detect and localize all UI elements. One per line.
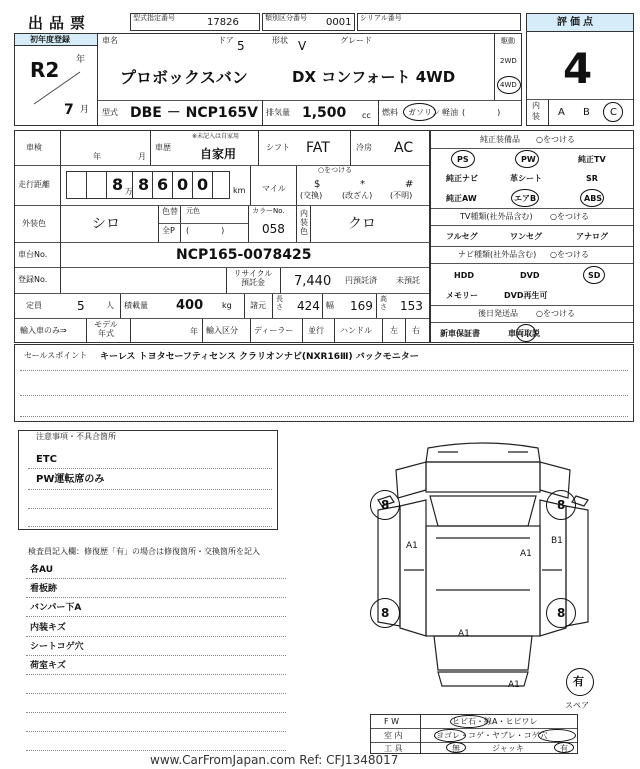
std-circle-note: ○をつける [536,135,575,144]
equip-airbag: エアB [514,194,537,203]
mileage-digit-3: 8 [112,175,124,194]
handle-left: 左 [390,326,398,335]
legend-jack-value: 有 [560,744,568,753]
interior-label-2: 装 [532,112,540,121]
grade-label: グレード [340,36,372,45]
tv-full: フルセグ [446,232,478,241]
len-label: 長さ [276,295,283,311]
shift: FAT [306,140,330,156]
sheet-title: 出品票 [28,14,92,32]
interior-b: B [583,107,590,118]
tv-title: TV種類(社外品含む) [460,212,533,221]
equip-pw: PW [521,155,536,164]
model-no-label: 型式指定番号 [133,14,175,22]
legend-jack-label: ジャッキ [492,744,524,753]
spare-label: スペア [565,701,589,710]
inspector-item-5: シートコゲ穴 [30,642,84,652]
car-diagram [368,440,598,690]
color: シロ [92,216,120,232]
chassis: NCP165-0078425 [176,247,312,263]
serial-label: シリアル番号 [360,14,402,22]
equip-abs-circle [580,189,604,207]
navi-dvd-play: DVD再生可 [504,291,548,300]
dims-label: 諸元 [250,301,266,310]
mile-sym-unknown: # [405,179,414,190]
orig-color: ( ) [186,226,225,235]
inspector-item-6: 荷室キズ [30,661,66,671]
drive-label: 駆動 [501,37,515,45]
equip-abs: ABS [584,194,603,203]
height-label: 高さ [380,295,387,311]
equip-ps: PS [457,155,469,164]
tv-one: ワンセグ [510,232,542,241]
notes-item-2: PW運転席のみ [36,474,105,485]
mileage-digit-5: 6 [157,175,169,194]
navi-sd-circle [583,266,605,284]
month-unit: 月 [80,105,90,115]
capacity-label: 定員 [26,301,42,310]
legend-tool-label: 工 具 [384,744,403,753]
legend-fw-text: ヒビ石・線A・ヒビワレ [452,717,538,726]
fuel-gasoline-circle [403,103,436,121]
model-type-label: 型式 [102,108,118,117]
car-name-label: 車名 [102,36,118,45]
parallel-label: 並行 [308,326,324,335]
drive-4wd-circle [497,76,521,94]
aircon-label: 冷房 [356,143,372,152]
import-class-label: 輸入区分 [206,326,238,335]
mileage-label: 走行距離 [18,180,50,189]
notes-label: 注意事項・不具合箇所 [36,432,116,441]
legend-fw-circle [450,715,488,728]
equip-sr: SR [586,174,598,183]
tire-rear-left-value: 8 [381,606,390,620]
interior-color: クロ [348,216,376,232]
drive-4wd: 4WD [500,81,517,89]
aircon: AC [394,140,414,156]
equip-pw-circle [515,150,539,168]
sales-point-label: セールスポイント [24,351,88,360]
displacement-unit: cc [362,111,371,120]
spare-value: 有 [573,675,584,688]
inspection-month-unit: 月 [138,152,146,161]
mileage-digit-6: 0 [177,175,189,194]
navi-circle-note: ○をつける [550,250,589,259]
length: 424 [297,299,320,313]
dealer-label: ディーラー [254,326,294,335]
navi-memory: メモリー [446,291,478,300]
shape-label: 形状 [272,36,288,45]
tv-circle-note: ○をつける [550,212,589,221]
equip-aw: 純正AW [446,194,477,203]
interior-c: C [610,107,617,118]
interior-a: A [558,107,565,118]
score-value: 4 [563,44,593,93]
recycle-unpaid: 未預託 [396,276,420,285]
handle-label: ハンドル [340,326,372,335]
score-label: 評価点 [557,17,596,28]
tire-rear-right-value: 8 [557,606,566,620]
chassis-label: 車台No. [18,250,48,259]
first-reg-label: 初年度登録 [30,35,70,44]
displacement: 1,500 [302,105,347,121]
fuel-gasoline: ガソリン [408,108,440,117]
later-manual: 車両取説 [508,329,540,338]
inspector-item-3: バンパー下A [30,603,82,613]
mark-rear: A1 [458,629,470,639]
class-no: 0001 [326,17,352,28]
navi-sd: SD [588,271,601,280]
recycle-label: リサイクル預託金 [233,269,273,287]
mileage-digit-4: 8 [138,175,150,194]
legend-fw-label: F W [384,717,400,726]
grade: DX コンフォート 4WD [292,68,456,86]
mile-paren-unknown: (不明) [390,191,413,200]
history-label: 車歴 [155,143,171,152]
later-title: 後日発送品 [478,309,518,318]
doors: 5 [237,39,245,53]
equip-navi: 純正ナビ [446,174,478,183]
width: 169 [350,299,373,313]
fuel-light-label: 軽油 [442,108,458,117]
std-title: 純正装備品 [480,135,520,144]
recycle-unit: 円預託済 [345,276,377,285]
inspector-item-2: 看板跡 [30,584,58,594]
import-year-unit: 年 [190,327,198,336]
legend-tool-value: 無 [452,744,460,753]
mile-circle-note: ○をつける [318,166,353,174]
doors-label: ドア [218,36,234,45]
inspector-label: 検査員記入欄：修復歴「有」の場合は修復箇所・交換箇所を記入 [28,547,260,556]
later-warranty: 新車保証書 [440,329,480,338]
fuel-label: 燃料 [382,108,398,117]
year-unit: 年 [76,55,86,65]
legend-jack-circle [554,742,574,753]
class-no-label: 類別区分番号 [265,14,307,22]
mile-sym-exchange: $ [314,179,321,190]
handle-right: 右 [412,326,420,335]
tire-front-left-value: 8 [381,498,390,512]
legend-interior-circle-2 [538,729,576,742]
width-label: 幅 [326,301,334,310]
capacity: 5 [77,299,85,313]
km-unit: km [233,186,246,195]
equip-airbag-circle [511,189,539,207]
orig-color-label: 元色 [186,207,200,215]
mile-paren-exchange: (交換) [300,191,323,200]
load: 400 [176,298,204,313]
inspector-item-4: 内装キズ [30,623,66,633]
mark-left-side: A1 [406,541,418,551]
shape: V [298,39,307,53]
interior-label-1: 内 [532,101,540,110]
shift-label: シフト [266,143,290,152]
color-no: 058 [262,222,285,236]
model-type: DBE － NCP165V [130,105,258,121]
sales-point-text: キーレス トヨタセーフティセンス クラリオンナビ(NXR16Ⅲ) バックモニター [100,352,419,362]
mileage-digit-7: 0 [197,175,209,194]
height: 153 [400,299,423,313]
recycle: 7,440 [294,274,332,289]
notes-item-1: ETC [36,454,57,465]
mark-right-side: A1 [520,549,532,559]
legend-interior-circle-1 [434,729,466,742]
tv-analog: アナログ [576,232,608,241]
mark-rear-bumper: A1 [508,680,520,690]
date-divider [30,68,90,108]
navi-dvd: DVD [520,271,540,280]
displacement-label: 排気量 [266,108,290,117]
fuel-light-paren: ( ) [462,108,501,117]
history: 自家用 [200,147,237,161]
inspector-item-1: 各AU [30,565,53,575]
capacity-unit: 人 [106,301,114,310]
car-name: プロボックスバン [120,68,248,87]
color-no-label: カラーNo. [252,207,285,215]
interior-c-circle [603,102,623,122]
load-unit: kg [222,301,232,310]
man-unit: 万 [125,187,133,196]
all-paint-label: 全P [162,226,175,235]
legend-interior-label: 室 内 [384,731,403,740]
inspection-year-unit: 年 [93,152,101,161]
color-label: 外装色 [22,219,46,228]
reg-month: 7 [64,102,74,118]
navi-hdd: HDD [454,271,474,280]
mile-paren-altered: (改ざん) [342,191,373,200]
equip-leather: 革シート [510,174,542,183]
tire-front-right-value: 8 [557,498,566,512]
equip-tv: 純正TV [578,155,606,164]
later-manual-circle [516,324,536,342]
drive-2wd: 2WD [500,57,517,65]
model-year-label: モデル年式 [94,320,118,338]
mile-sym-altered: * [360,179,365,190]
navi-title: ナビ種類(社外品含む) [458,250,537,259]
mile-label: マイル [262,184,286,193]
inspection-label: 車検 [26,143,42,152]
load-label: 積載量 [124,301,148,310]
interior-color-label: 内装色 [300,209,308,236]
recolor-label: 色替 [162,207,178,216]
legend-tool-circle [446,742,466,753]
footer-watermark: www.CarFromJapan.com Ref: CFJ1348017 [150,753,399,767]
legend-interior-text: ヨゴレ・コゲ・ヤブレ・コゲ穴 [436,731,548,740]
history-note: ※未記入は自家用 [192,133,240,140]
equip-ps-circle [451,150,475,168]
mark-right-quarter: B1 [551,536,563,546]
model-no: 17826 [207,17,239,28]
reg-no-label: 登録No. [18,275,48,284]
later-circle-note: ○をつける [536,309,575,318]
era-year: R2 [30,58,60,82]
import-label: 輸入車のみ⇒ [20,326,67,335]
